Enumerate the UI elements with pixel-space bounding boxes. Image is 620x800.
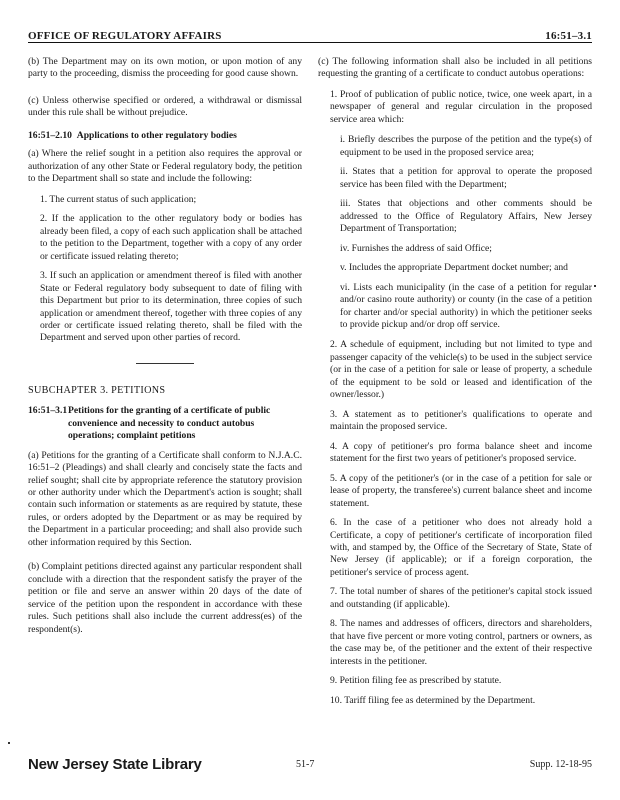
sub-list-item: v. Includes the appropriate Department docket number; and bbox=[340, 262, 568, 274]
page-footer bbox=[28, 752, 592, 776]
sub-list-item: iii. States that objections and other comments should be addressed to the Office of Regulatory Affairs, New Jersey Department of Transportation; bbox=[340, 198, 592, 235]
paragraph-c-intro: (c) The following information shall also be included in all petitions requesting the granting of a certificate to conduct autobus operations: bbox=[318, 56, 592, 80]
subitem-list bbox=[318, 134, 592, 331]
right-list-continued bbox=[318, 339, 592, 707]
sub-list-item: vi. Lists each municipality (in the case of a petition for regular and/or casino route authority) or county (in the case of a petition for charter and/or special authority) in which the petitioner seeks to provide pickup and/or drop off service. bbox=[340, 281, 592, 330]
list-item: 2. A schedule of equipment, including but not limited to type and passenger capacity of the vehicle(s) to be used in the subject service (or in the case of a petition for sale or lease of property, a schedule of the equipment to be sold or leased and identification of the owner/lessor.) bbox=[330, 339, 592, 401]
header-section-title: OFFICE OF REGULATORY AFFAIRS bbox=[28, 30, 222, 42]
page-header bbox=[28, 24, 592, 43]
rule-number: 16:51–3.1 bbox=[28, 405, 68, 417]
rule-title: Applications to other regulatory bodies bbox=[76, 129, 237, 141]
section-divider bbox=[136, 363, 194, 364]
rule-number: 16:51–2.10 bbox=[28, 129, 72, 141]
left-column bbox=[28, 56, 302, 744]
supplement-date: Supp. 12-18-95 bbox=[529, 758, 592, 770]
list-item: 1. The current status of such application; bbox=[40, 193, 197, 205]
rule-2-10-intro: (a) Where the relief sought in a petition also requires the approval or authorization of any other State or Federal regulatory body, the petition to the Department shall so state and include the following: bbox=[28, 148, 302, 185]
rule-heading-2-10 bbox=[28, 130, 302, 142]
rule-heading-3-1 bbox=[28, 405, 302, 442]
paragraph-b-dismiss: (b) The Department may on its own motion, or upon motion of any party to the proceeding, dismiss the proceeding for good cause shown. bbox=[28, 56, 302, 80]
rule-2-10-list bbox=[28, 194, 302, 345]
sub-list-item: ii. States that a petition for approval to operate the proposed service has been filed with the Department; bbox=[340, 166, 592, 190]
list-item: 3. If such an application or amendment thereof is filed with another State or Federal regulatory body subsequent to date of filing with this Department but prior to its determination, three copies of such application or amendment thereof, together with three copies of any order or certificate issued relating thereto, shall be filed with the Department and served upon other parties of record. bbox=[40, 270, 302, 344]
sub-list-item: iv. Furnishes the address of said Office; bbox=[340, 242, 492, 254]
rule-3-1-paragraph-b: (b) Complaint petitions directed against any particular respondent shall conclude with a direction that the respondent satisfy the prayer of the petition or file and serve an answer within 20 days of the date of service of the petition upon the respondent in accordance with these rules. Such petitions shall also include the current address(es) of the respondent(s). bbox=[28, 561, 302, 635]
list-item: 8. The names and addresses of officers, directors and shareholders, that have five percent or more voting control, partners or owners, as the case may be, of the petitioner and the extent of their respective interests in the petitioner. bbox=[330, 618, 592, 667]
paragraph-c-withdrawal: (c) Unless otherwise specified or ordered, a withdrawal or dismissal under this rule shall be without prejudice. bbox=[28, 94, 302, 119]
list-item: 1. Proof of publication of public notice, twice, one week apart, in a newspaper of general and regular circulation in the proposed service area which: bbox=[330, 88, 592, 125]
list-item: 3. A statement as to petitioner's qualifications to operate and maintain the proposed service. bbox=[330, 408, 592, 433]
right-list bbox=[318, 89, 592, 126]
sub-list-item: i. Briefly describes the purpose of the petition and the type(s) of equipment to be used in the proposed service area; bbox=[340, 134, 592, 158]
library-name: New Jersey State Library bbox=[28, 755, 202, 773]
rule-title: Petitions for the granting of a certificate of public convenience and necessity to conduct autobus operations; complaint petitions bbox=[68, 405, 271, 442]
list-item: 5. A copy of the petitioner's (or in the case of a petition for sale or lease of property, the transferee's) current balance sheet and income statement. bbox=[330, 472, 592, 509]
page-number: 51-7 bbox=[296, 758, 315, 770]
right-column bbox=[318, 56, 592, 744]
subchapter-heading: SUBCHAPTER 3. PETITIONS bbox=[28, 384, 166, 396]
header-section-number: 16:51–3.1 bbox=[545, 30, 592, 42]
list-item: 9. Petition filing fee as prescribed by statute. bbox=[330, 675, 502, 687]
list-item: 2. If the application to the other regulatory body or bodies has already been filed, a copy of each such application shall be attached to the petition to the Department, together with a copy of any order or certificate issued relating thereto; bbox=[40, 213, 302, 262]
list-item: 7. The total number of shares of the petitioner's capital stock issued and outstanding (if applicable). bbox=[330, 586, 592, 610]
list-item: 10. Tariff filing fee as determined by the Department. bbox=[330, 694, 536, 706]
scan-speck bbox=[594, 285, 596, 287]
list-item: 6. In the case of a petitioner who does not already hold a Certificate, a copy of petitioner's certificate of incorporation filed with, and stamped by, the Office of the Secretary of State, State of New Jersey (if applicable); or if a foreign corporation, the petitioner's service of process agent. bbox=[330, 517, 592, 578]
rule-3-1-paragraph-a: (a) Petitions for the granting of a Certificate shall conform to N.J.A.C. 16:51–2 (Pleadings) and shall clearly and concisely state the facts and relief sought; shall cite by appropriate reference the statutory provision or other authority under which the Department's action is sought; shall contain such information or statements as are required by statute, these rules, or orders adopted by the Department or as may be required by the Department in a particular proceeding; and shall also provide such other information required by this Section. bbox=[28, 449, 302, 548]
list-item: 4. A copy of petitioner's pro forma balance sheet and income statement for the first two years of petitioner's proposed service. bbox=[330, 440, 592, 465]
scan-speck bbox=[8, 742, 10, 744]
